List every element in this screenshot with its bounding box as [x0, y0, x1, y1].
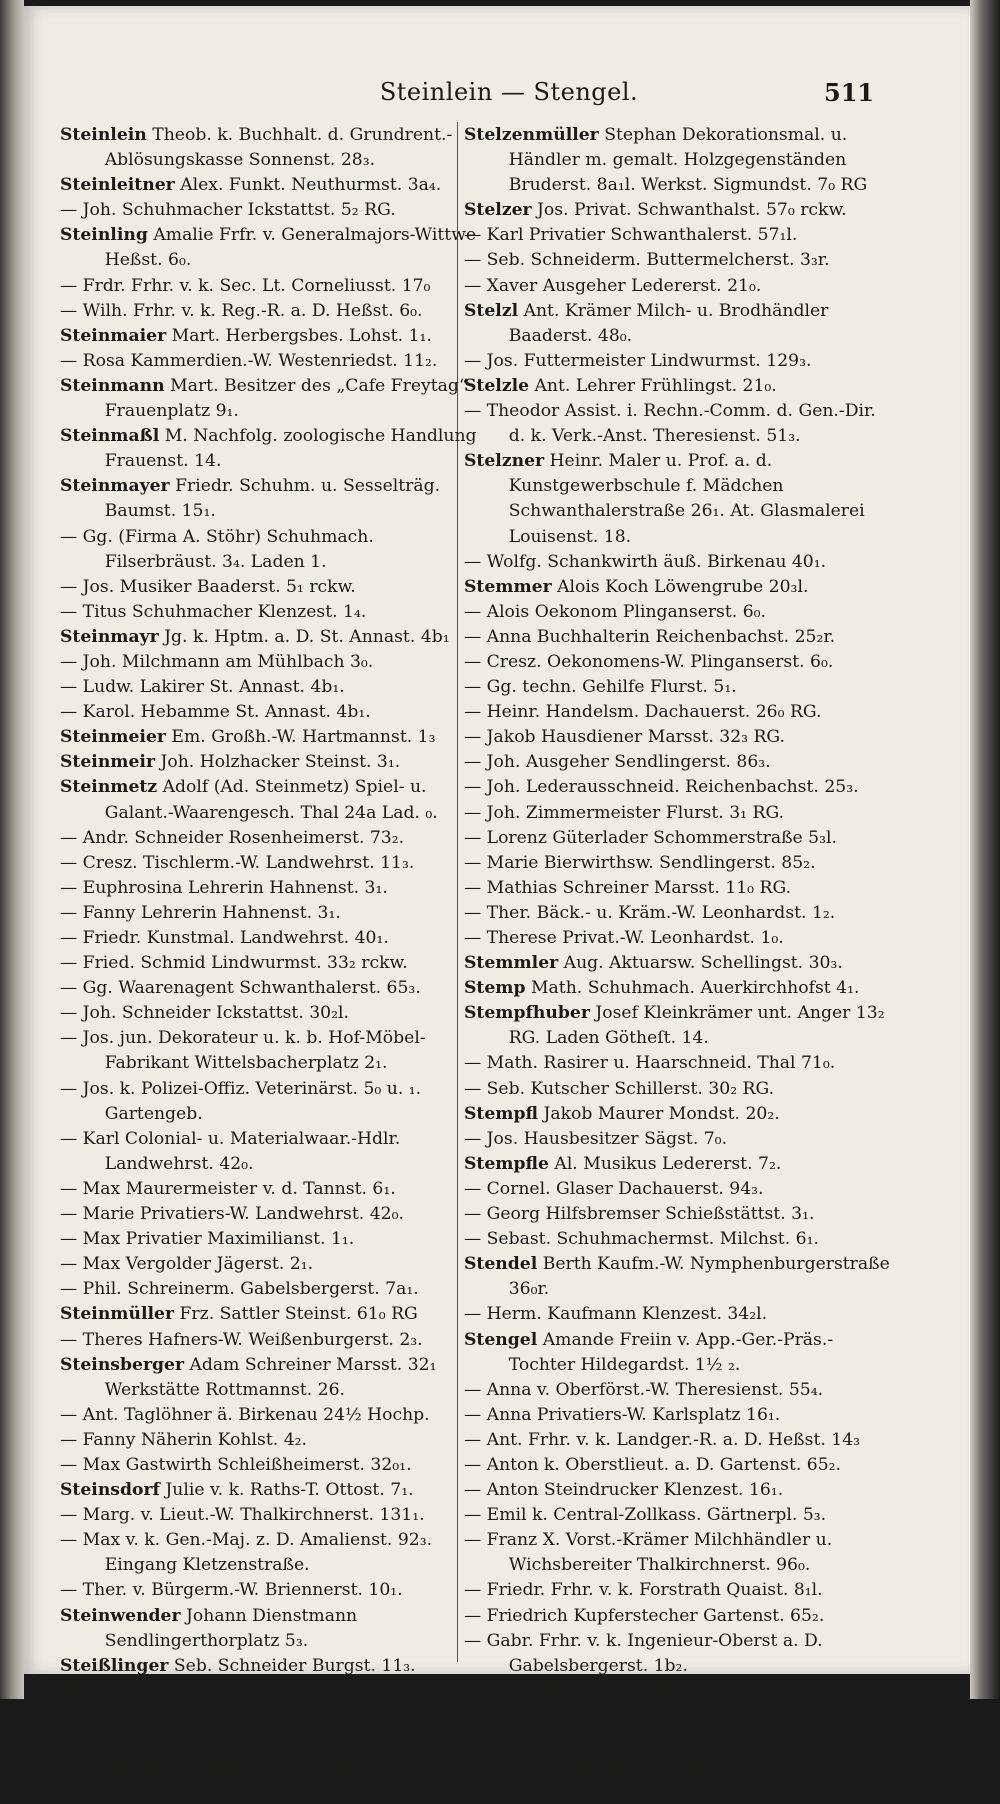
page-edge [970, 0, 1000, 1699]
left-column [60, 123, 490, 1779]
entry-details: — Jos. k. Polizei-Offiz. Veterinärst. 5₀ u. ₁. Gartengeb. [60, 1078, 422, 1124]
directory-entry [464, 1754, 894, 1779]
entry-surname: Stengel [464, 1329, 538, 1350]
directory-entry [60, 1277, 490, 1302]
entry-details: — Max Maurermeister v. d. Tannst. 6₁. [60, 1178, 396, 1199]
entry-details: Stephan Dekorationsmal. u. Händler m. gemalt. Holzgegenständen Bruderst. 8a₁l. Werkst. Sigmundst. 7₀ RG [508, 125, 868, 196]
right-column [464, 123, 894, 1804]
directory-entry [60, 1654, 490, 1679]
directory-entry [60, 1478, 490, 1503]
directory-entry [60, 876, 490, 901]
entry-surname: Steinsdorf [60, 1480, 160, 1501]
entry-details: — Emil k. Central-Zollkass. Gärtnerpl. 5₃. [464, 1505, 827, 1526]
entry-surname: Steinmayer [60, 476, 170, 497]
entry-surname: Steinmann [60, 375, 165, 396]
entry-details: — Anton k. Oberstlieut. a. D. Gartenst. 65₂. [464, 1454, 842, 1475]
directory-entry [464, 399, 894, 449]
entry-details: — Max Privatier Maximilianst. 1₁. [60, 1229, 355, 1250]
entry-details: — Andr. Schneider Rosenheimerst. 73₂. [60, 827, 405, 848]
directory-entry [60, 474, 490, 524]
entry-details: — Karl Colonial- u. Materialwaar.-Hdlr. Landwehrst. 42₀. [60, 1128, 401, 1174]
directory-entry [464, 1001, 894, 1051]
entry-details: — Marie Bierwirthsw. Sendlingerst. 85₂. [464, 852, 816, 873]
entry-details: — Karol. Hebamme St. Annast. 4b₁. [60, 702, 371, 723]
directory-entry [60, 1202, 490, 1227]
entry-details: Alex. Funkt. Neuthurmst. 3a₄. [174, 175, 442, 196]
entry-details: — Fried. Schmid Lindwurmst. 33₂ rckw. [60, 953, 408, 974]
entry-details: — Seb. Schneiderm. Buttermelcherst. 3₃r. [464, 250, 830, 271]
entry-surname: Steinmetz [60, 777, 158, 798]
entry-details: Em. Großh.-W. Hartmannst. 1₃ [165, 727, 436, 748]
entry-surname: Stemmler [464, 953, 559, 974]
entry-details: — Sebast. Schuhmachermst. Milchst. 6₁. [464, 1229, 819, 1250]
directory-entry [60, 901, 490, 926]
entry-surname: Steinmeier [60, 727, 166, 748]
directory-entry [464, 1528, 894, 1578]
entry-details: Joh. Maler Senefelderst. 6₄. [136, 1680, 384, 1701]
directory-entry [464, 198, 894, 223]
entry-surname: Stempfle [464, 1153, 549, 1174]
directory-entry [464, 1604, 894, 1629]
entry-details: — Jos. Musiker Baaderst. 5₁ rckw. [60, 576, 356, 597]
entry-details: — Rosa Kammerdien.-W. Westenriedst. 11₂. [60, 350, 438, 371]
directory-entry [60, 700, 490, 725]
directory-entry [464, 123, 894, 198]
directory-entry [60, 750, 490, 775]
entry-details: — Cornel. Glaser Dachauerst. 94₃. [464, 1178, 764, 1199]
directory-entry [464, 1378, 894, 1403]
directory-entry [60, 625, 490, 650]
directory-entry [60, 223, 490, 273]
entry-surname: Stemp [464, 978, 526, 999]
directory-page [24, 6, 970, 1802]
running-head: Steinlein — Stengel. [379, 78, 639, 106]
directory-entry [60, 1403, 490, 1428]
directory-entry [464, 1127, 894, 1152]
entry-surname: Stendel [464, 1254, 538, 1275]
entry-details: — Mathias Schreiner Marsst. 11₀ RG. [464, 877, 792, 898]
entry-details: — Anna Privatiers-W. Karlsplatz 16₁. [464, 1404, 781, 1425]
entry-details: — Joh. Schuhmacher Ickstattst. 5₂ RG. [60, 200, 396, 221]
entry-details: Alois Koch Löwengrube 20₃l. [551, 576, 809, 597]
entry-details: Adam Schreiner Marsst. 32₁ Werkstätte Rottmannst. 26. [104, 1354, 437, 1400]
directory-entry [464, 675, 894, 700]
directory-entry [464, 876, 894, 901]
directory-entry [464, 575, 894, 600]
directory-entry [464, 826, 894, 851]
entry-details: — Phil. Schreinerm. Gabelsbergerst. 7a₁. [60, 1279, 419, 1300]
directory-entry [60, 575, 490, 600]
directory-entry [464, 223, 894, 248]
entry-details: — Theodor Assist. i. Rechn.-Comm. d. Gen.-Dir. d. k. Verk.-Anst. Theresienst. 51₃. [464, 401, 876, 447]
entry-details: — Ludw. Lakirer St. Annast. 4b₁. [60, 677, 345, 698]
entry-details: — Cresz. Tischlerm.-W. Landwehrst. 11₃. [60, 852, 415, 873]
directory-entry [60, 198, 490, 223]
entry-details: Jakob Maurer Mondst. 20₂. [538, 1103, 780, 1124]
entry-details: Aug. Aktuarsw. Schellingst. 30₃. [558, 953, 843, 974]
entry-surname: Steinling [60, 225, 148, 246]
directory-entry [464, 1102, 894, 1127]
entry-surname: Steißlinger [60, 1655, 169, 1676]
directory-entry [60, 525, 490, 575]
entry-details: — Marie Privatiers-W. Landwehrst. 42₀. [60, 1204, 404, 1225]
directory-entry [464, 801, 894, 826]
directory-entry [464, 901, 894, 926]
entry-details: Amalie Frfr. v. Generalmajors-Wittwe Heßst. 6₀. [104, 225, 477, 271]
entry-details: — Cresz. Oekonomens-W. Plinganserst. 6₀. [464, 651, 834, 672]
directory-entry [60, 1528, 490, 1578]
entry-details: — Jos. jun. Dekorateur u. k. b. Hof-Möbel-Fabrikant Wittelsbacherplatz 2₁. [60, 1028, 426, 1074]
entry-details: — Max Vergolder Jägerst. 2₁. [60, 1254, 314, 1275]
directory-entry [60, 424, 490, 474]
directory-entry [464, 248, 894, 273]
entry-details: — Herm. Kaufmann Klenzest. 34₂l. [464, 1304, 768, 1325]
directory-entry [60, 274, 490, 299]
entry-details: — Ant. Taglöhner ä. Birkenau 24½ Hochp. [60, 1404, 430, 1425]
entry-details: — Euphrosina Lehrerin Hahnenst. 3₁. [60, 877, 388, 898]
entry-surname: Stelzer [464, 200, 532, 221]
entry-details: — Joh. Zimmermeister Flurst. 3₁ RG. [464, 802, 785, 823]
directory-entry [60, 826, 490, 851]
entry-details: Seb. Schneider Burgst. 11₃. [168, 1655, 416, 1676]
directory-entry [60, 1453, 490, 1478]
entry-details: — Anna Buchhalterin Reichenbachst. 25₂r. [464, 626, 836, 647]
entry-details: — Jakob Hausdiener Marsst. 32₃ RG. [464, 727, 786, 748]
entry-surname: Stemmer [464, 576, 552, 597]
entry-details: — Heinr. Handelsm. Dachauerst. 26₀ RG. [464, 702, 822, 723]
entry-details: — Georg Frhr. v. k. b. Hauptmann z. D. u. Begleiter Sr. K. H. d. Prinzen Otto von Bayern Amalienst. 58₁ RG. [464, 1680, 843, 1751]
entry-details: — Wolfg. Schankwirth äuß. Birkenau 40₁. [464, 551, 827, 572]
entry-details: — Heinr. Bankexpeditor Adalbertst. 34₀. [464, 1756, 815, 1777]
directory-entry [464, 851, 894, 876]
directory-entry [464, 650, 894, 675]
entry-details: Frz. Sattler Steinst. 61₀ RG [174, 1304, 418, 1325]
directory-entry [464, 1202, 894, 1227]
entry-details: — Gg. (Firma A. Stöhr) Schuhmach. Filserbräust. 3₄. Laden 1. [60, 526, 374, 572]
entry-details: — Wilh. Frhr. v. k. Reg.-R. a. D. Heßst. 6₀. [60, 300, 423, 321]
directory-entry [60, 1077, 490, 1127]
entry-details: Al. Musikus Ledererst. 7₂. [548, 1153, 782, 1174]
entry-details: — Anna v. Oberförst.-W. Theresienst. 55₄. [464, 1379, 824, 1400]
directory-entry [60, 926, 490, 951]
directory-entry [464, 976, 894, 1001]
entry-details: — Gg. Waarenagent Schwanthalerst. 65₃. [60, 978, 421, 999]
entry-surname: Stempfhuber [464, 1003, 590, 1024]
directory-entry [464, 1679, 894, 1754]
directory-entry [60, 1328, 490, 1353]
directory-entry [60, 1729, 490, 1754]
entry-details: Johann Dienstmann Sendlingerthorplatz 5₃. [104, 1605, 358, 1651]
directory-entry [464, 274, 894, 299]
entry-details: — Math. Rasirer u. Haarschneid. Thal 71₀. [464, 1053, 836, 1074]
directory-entry [60, 1127, 490, 1177]
directory-entry [60, 600, 490, 625]
entry-surname: Steinsberger [60, 1354, 185, 1375]
directory-entry [60, 1302, 490, 1327]
entry-details: Ant. Lehrer Frühlingst. 21₀. [529, 375, 777, 396]
directory-entry [60, 1704, 490, 1729]
entry-details: — Therese Privat.-W. Leonhardst. 1₀. [464, 928, 784, 948]
entry-surname: Stelzle [464, 375, 530, 396]
entry-surname: Steinmeir [60, 752, 156, 773]
entry-details: Joh. Privatier Götheſt. 40₂. [142, 1731, 380, 1751]
entry-surname: Steinmüller [60, 1304, 175, 1325]
entry-details: — Jos. Hausbesitzer Sägst. 7₀. [464, 1128, 728, 1149]
entry-details: — Jos. Eisengießer Mühlst. 14₁. [464, 1781, 740, 1802]
entry-details: — Friedr. Kunstmal. Landwehrst. 40₁. [60, 928, 389, 948]
directory-entry [60, 1428, 490, 1453]
entry-details: — Joh. Ausgeher Sendlingerst. 86₃. [464, 752, 771, 773]
entry-details: — Georg Hilfsbremser Schießstättst. 3₁. [464, 1204, 815, 1225]
entry-details: — Fanny Lehrerin Hahnenst. 3₁. [60, 902, 341, 923]
entry-details: — Jos. Futtermeister Lindwurmst. 129₃. [464, 350, 812, 371]
directory-entry [464, 775, 894, 800]
entry-surname: Steinleitner [60, 175, 175, 196]
page-header [24, 78, 970, 118]
directory-entry [464, 951, 894, 976]
directory-entry [60, 1503, 490, 1528]
entry-surname: Steinlein [60, 125, 147, 145]
entry-details: — Lorenz Güterlader Schommerstraße 5₃l. [464, 827, 837, 848]
directory-entry [60, 675, 490, 700]
entry-surname: Stellwaag [60, 1705, 154, 1726]
entry-details: — Franz X. Vorst.-Krämer Milchhändler u. Wichsbereiter Thalkirchnerst. 96₀. [464, 1530, 833, 1576]
entry-details: — Joh. Schneider Ickstattst. 30₂l. [60, 1003, 349, 1024]
entry-details: — Marg. v. Lieut.-W. Thalkirchnerst. 131₁. [60, 1505, 425, 1526]
entry-details: — Ant. Frhr. v. k. Landger.-R. a. D. Heßst. 14₃ [464, 1429, 861, 1450]
directory-entry [464, 1428, 894, 1453]
entry-details: Josef Kleinkrämer unt. Anger 13₂ RG. Laden Götheſt. 14. [508, 1003, 885, 1049]
directory-entry [60, 324, 490, 349]
entry-surname: Steinmaier [60, 325, 167, 346]
directory-entry [464, 299, 894, 349]
directory-entry [464, 1779, 894, 1804]
directory-entry [60, 851, 490, 876]
directory-entry [464, 750, 894, 775]
entry-details: Mart. Besitzer des „Cafe Freytag“ Frauenplatz 9₁. [104, 375, 468, 422]
directory-entry [464, 1503, 894, 1528]
directory-entry [464, 625, 894, 650]
entry-details: — Max Gastwirth Schleißheimerst. 32₀₁. [60, 1454, 412, 1475]
entry-details: Math. Schuhmach. Auerkirchhofst 4₁. [525, 978, 860, 999]
directory-entry [464, 349, 894, 374]
entry-details: — Theres Hafners-W. Weißenburgerst. 2₃. [60, 1329, 423, 1350]
directory-entry [464, 1077, 894, 1102]
entry-surname: Stellner [60, 1680, 137, 1701]
entry-details: Joh. Holzhacker Steinst. 3₁. [155, 752, 401, 773]
directory-entry [60, 1252, 490, 1277]
directory-entry [60, 1227, 490, 1252]
entry-details: Amande Freiin v. App.-Ger.-Präs.-Tochter Hildegardst. 1½ ₂. [508, 1329, 834, 1375]
entry-details: — Titus Schuhmacher Klenzest. 1₄. [60, 601, 367, 622]
directory-entry [464, 1478, 894, 1503]
directory-entry [60, 1353, 490, 1403]
directory-entry [464, 1629, 894, 1679]
entry-details: — Karl Privatier Schwanthalerst. 57₁l. [464, 225, 798, 246]
entry-details: Theob. k. Buchhalt. d. Grundrent.-Ablösungskasse Sonnenst. 28₃. [104, 125, 453, 171]
directory-entry [60, 1679, 490, 1704]
entry-details: — Kasp. Spezereihdl. Gabelsbergerst. 55₀. [60, 1756, 431, 1777]
directory-entry [60, 1001, 490, 1026]
directory-entry [464, 1453, 894, 1478]
directory-entry [60, 951, 490, 976]
directory-entry [60, 1578, 490, 1603]
directory-entry [60, 349, 490, 374]
entry-details: — Anton Steindrucker Klenzest. 16₁. [464, 1480, 784, 1501]
entry-surname: Stelzenmüller [464, 125, 599, 145]
directory-entry [464, 700, 894, 725]
directory-entry [464, 374, 894, 399]
directory-entry [464, 1252, 894, 1302]
entry-details: Karl k. Obförst. a. D. Therest. 25₃ [153, 1705, 451, 1726]
directory-entry [60, 1604, 490, 1654]
entry-details: — Alois Oekonom Plinganserst. 6₀. [464, 601, 766, 622]
directory-entry [464, 550, 894, 575]
entry-details: — Friedr. Frhr. v. k. Forstrath Quaist. 8₁l. [464, 1580, 823, 1601]
directory-entry [464, 1578, 894, 1603]
page-number: 511 [824, 78, 875, 107]
entry-details: — Frdr. Frhr. v. k. Sec. Lt. Corneliusst. 17₀ [60, 275, 431, 296]
directory-entry [464, 1227, 894, 1252]
directory-entry [60, 374, 490, 424]
directory-entry [464, 1403, 894, 1428]
directory-entry [464, 1328, 894, 1378]
directory-entry [464, 1051, 894, 1076]
directory-entry [60, 299, 490, 324]
entry-details: — Seb. Kutscher Schillerst. 30₂ RG. [464, 1078, 775, 1099]
directory-entry [464, 926, 894, 951]
entry-details: — Gabr. Frhr. v. k. Ingenieur-Oberst a. D. Gabelsbergerst. 1b₂. [464, 1630, 823, 1676]
directory-entry [464, 1177, 894, 1202]
directory-entry [464, 600, 894, 625]
entry-details: Mart. Herbergsbes. Lohst. 1₁. [166, 325, 432, 346]
directory-entry [60, 1177, 490, 1202]
entry-details: — Fanny Näherin Kohlst. 4₂. [60, 1429, 307, 1450]
entry-surname: Steinmaßl [60, 426, 160, 447]
directory-entry [60, 1026, 490, 1076]
entry-surname: Steinwender [60, 1605, 181, 1626]
entry-details: — Ther. v. Bürgerm.-W. Briennerst. 10₁. [60, 1580, 403, 1601]
entry-surname: Stelzner [464, 451, 545, 472]
directory-entry [60, 725, 490, 750]
entry-details: Heinr. Maler u. Prof. a. d. Kunstgewerbschule f. Mädchen Schwanthalerstraße 26₁. At. Glasmalerei Louisenst. 18. [508, 451, 865, 547]
entry-details: Berth Kaufm.-W. Nymphenburgerstraße 36₀r. [508, 1254, 890, 1300]
directory-entry [60, 123, 490, 173]
directory-entry [464, 1152, 894, 1177]
entry-details: M. Nachfolg. zoologische Handlung Frauenst. 14. [104, 426, 477, 472]
directory-entry [60, 775, 490, 825]
entry-surname: Stellwag [60, 1731, 143, 1751]
directory-entry [60, 650, 490, 675]
entry-details: — Joh. Milchmann am Mühlbach 3₀. [60, 651, 374, 672]
entry-details: Jos. Privat. Schwanthalst. 57₀ rckw. [531, 200, 847, 221]
directory-entry [464, 449, 894, 549]
entry-details: Friedr. Schuhm. u. Sesselträg. Baumst. 15₁. [104, 476, 441, 522]
book-gutter-strip [0, 0, 24, 1699]
entry-details: — Friedrich Kupferstecher Gartenst. 65₂. [464, 1605, 825, 1626]
entry-details: Julie v. k. Raths-T. Ottost. 7₁. [159, 1480, 414, 1501]
entry-surname: Stempfl [464, 1103, 538, 1124]
directory-entry [464, 1302, 894, 1327]
entry-details: — Xaver Ausgeher Ledererst. 21₀. [464, 275, 762, 296]
entry-details: — Max v. k. Gen.-Maj. z. D. Amalienst. 92₃. Eingang Kletzenstraße. [60, 1530, 433, 1576]
entry-details: Adolf (Ad. Steinmetz) Spiel- u. Galant.-Waarengesch. Thal 24a Lad. ₀. [104, 777, 438, 823]
directory-entry [464, 725, 894, 750]
directory-entry [60, 1754, 490, 1779]
entry-surname: Stelzl [464, 300, 519, 321]
directory-entry [60, 173, 490, 198]
entry-details: — Joh. Lederausschneid. Reichenbachst. 25₃. [464, 777, 859, 798]
entry-details: Jg. k. Hptm. a. D. St. Annast. 4b₁ [158, 626, 450, 647]
entry-details: — Ther. Bäck.- u. Kräm.-W. Leonhardst. 1₂. [464, 902, 836, 923]
entry-details: — Gg. techn. Gehilfe Flurst. 5₁. [464, 677, 737, 698]
entry-surname: Steinmayr [60, 626, 159, 647]
entry-details: Ant. Krämer Milch- u. Brodhändler Baaderst. 48₀. [508, 300, 829, 346]
directory-entry [60, 976, 490, 1001]
